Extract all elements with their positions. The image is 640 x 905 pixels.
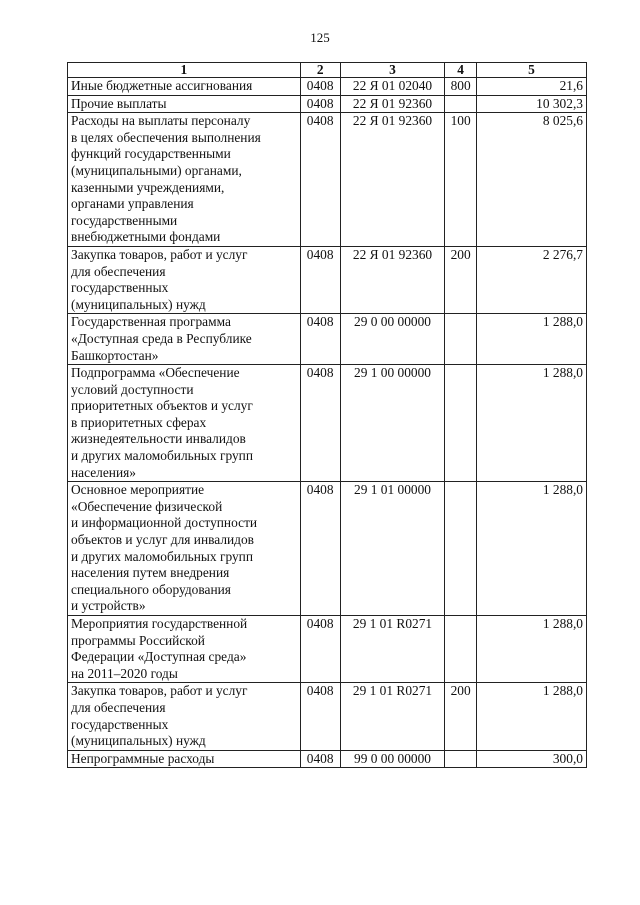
row-target-code: 29 1 01 R0271 — [340, 683, 445, 750]
row-amount: 1 288,0 — [476, 365, 586, 482]
row-amount: 21,6 — [476, 78, 586, 96]
table-row — [68, 246, 587, 313]
row-amount: 8 025,6 — [476, 113, 586, 247]
row-amount: 300,0 — [476, 750, 586, 768]
row-amount: 1 288,0 — [476, 482, 586, 616]
table-row — [68, 95, 587, 113]
row-expense-type — [445, 95, 476, 113]
row-amount: 10 302,3 — [476, 95, 586, 113]
row-section-code: 0408 — [300, 246, 340, 313]
row-amount: 2 276,7 — [476, 246, 586, 313]
row-name: Закупка товаров, работ и услуг для обеспечения государственных (муниципальных) нужд — [68, 683, 301, 750]
row-expense-type — [445, 750, 476, 768]
page-number: 125 — [310, 30, 330, 45]
row-amount: 1 288,0 — [476, 616, 586, 683]
row-expense-type: 800 — [445, 78, 476, 96]
row-amount: 1 288,0 — [476, 683, 586, 750]
row-name: Закупка товаров, работ и услуг для обеспечения государственных (муниципальных) нужд — [68, 246, 301, 313]
row-target-code: 29 1 00 00000 — [340, 365, 445, 482]
row-section-code: 0408 — [300, 482, 340, 616]
table-row — [68, 78, 587, 96]
column-header-amount: 5 — [476, 63, 586, 78]
row-target-code: 29 1 01 R0271 — [340, 616, 445, 683]
row-name: Подпрограмма «Обеспечение условий доступности приоритетных объектов и услуг в приоритетных сферах жизнедеятельности инвалидов и других маломобильных групп населения» — [68, 365, 301, 482]
row-expense-type — [445, 482, 476, 616]
row-name: Непрограммные расходы — [68, 750, 301, 768]
row-name: Иные бюджетные ассигнования — [68, 78, 301, 96]
row-section-code: 0408 — [300, 113, 340, 247]
row-expense-type: 200 — [445, 683, 476, 750]
row-target-code: 99 0 00 00000 — [340, 750, 445, 768]
row-name: Расходы на выплаты персоналу в целях обеспечения выполнения функций государственными (муниципальными) органами, казенными учреждениями, органами управления государственными внебюджетными фондами — [68, 113, 301, 247]
row-target-code: 29 1 01 00000 — [340, 482, 445, 616]
table-row — [68, 365, 587, 482]
table-header-row — [68, 63, 587, 78]
row-expense-type — [445, 365, 476, 482]
budget-table — [67, 62, 587, 768]
column-header-target: 3 — [340, 63, 445, 78]
column-header-name: 1 — [68, 63, 301, 78]
row-target-code: 22 Я 01 92360 — [340, 246, 445, 313]
row-amount: 1 288,0 — [476, 314, 586, 365]
row-section-code: 0408 — [300, 314, 340, 365]
row-expense-type — [445, 314, 476, 365]
table-row — [68, 113, 587, 247]
row-name: Прочие выплаты — [68, 95, 301, 113]
row-section-code: 0408 — [300, 95, 340, 113]
row-target-code: 22 Я 01 92360 — [340, 113, 445, 247]
row-section-code: 0408 — [300, 78, 340, 96]
row-expense-type — [445, 616, 476, 683]
row-name: Государственная программа «Доступная среда в Республике Башкортостан» — [68, 314, 301, 365]
row-target-code: 22 Я 01 92360 — [340, 95, 445, 113]
row-section-code: 0408 — [300, 616, 340, 683]
table-row — [68, 750, 587, 768]
table-row — [68, 683, 587, 750]
row-target-code: 22 Я 01 02040 — [340, 78, 445, 96]
row-section-code: 0408 — [300, 365, 340, 482]
column-header-expense-type: 4 — [445, 63, 476, 78]
row-target-code: 29 0 00 00000 — [340, 314, 445, 365]
row-expense-type: 200 — [445, 246, 476, 313]
row-section-code: 0408 — [300, 683, 340, 750]
row-name: Основное мероприятие «Обеспечение физической и информационной доступности объектов и услуг для инвалидов и других маломобильных групп населения путем внедрения специального оборудования и устройств» — [68, 482, 301, 616]
row-name: Мероприятия государственной программы Российской Федерации «Доступная среда» на 2011–2020 годы — [68, 616, 301, 683]
table-row — [68, 616, 587, 683]
row-expense-type: 100 — [445, 113, 476, 247]
table-row — [68, 482, 587, 616]
table-row — [68, 314, 587, 365]
column-header-section: 2 — [300, 63, 340, 78]
row-section-code: 0408 — [300, 750, 340, 768]
